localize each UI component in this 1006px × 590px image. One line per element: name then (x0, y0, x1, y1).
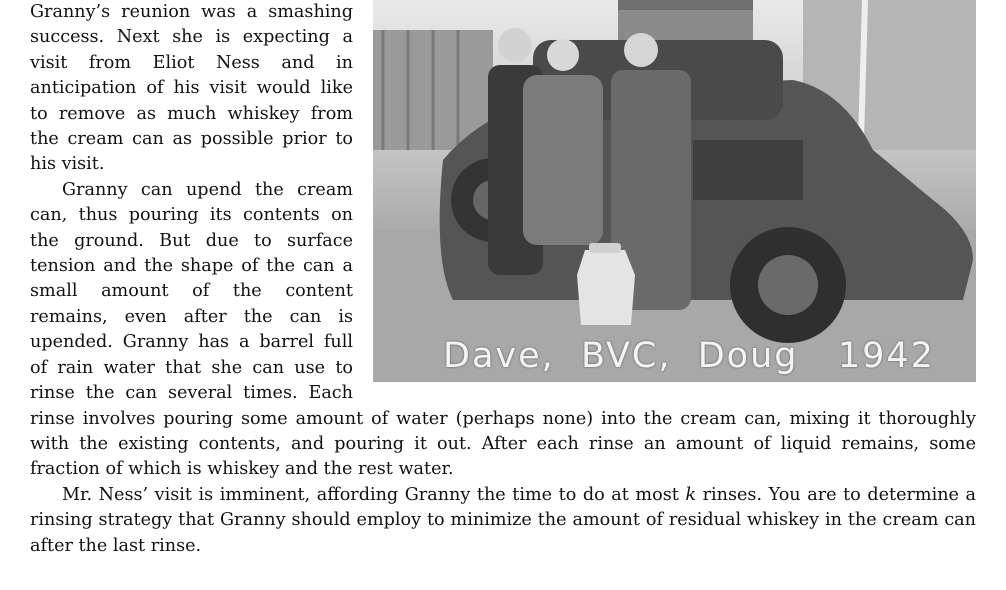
photo-scene-illustration (373, 0, 976, 382)
paragraph-3 (30, 483, 976, 559)
paragraph-3-start: Mr. Ness’ visit is imminent, affording Granny the time to do at most (62, 484, 686, 505)
historic-photo (373, 0, 976, 382)
document-page (30, 0, 976, 559)
paragraph-1: Granny’s reunion was a smashing success. Next she is expecting a visit from Eliot Ness and in anticipation of his visit would like to remove as much whiskey from the cream can as possible prior to his visit. (30, 2, 353, 175)
paragraph-2: Granny can upend the cream can, thus pouring its contents on the ground. But due to surface tension and the shape of the can a small amount of the content remains, even after the can is upended. Granny has a barrel full of rain water that she can use to rinse the can several times. Each rinse involves pouring some amount of water (perhaps none) into the cream can, mixing it thoroughly with the existing contents, and pouring it out. After each rinse an amount of liquid remains, some fraction of which is whiskey and the rest water. (30, 179, 976, 480)
paragraph-3-end: rinses. You are to determine a rinsing strategy that Granny should employ to minimize the amount of residual whiskey in the cream can after the last rinse. (30, 484, 977, 556)
photo-caption: Dave, BVC, Doug 1942 (443, 336, 935, 376)
variable-k: k (685, 484, 697, 505)
